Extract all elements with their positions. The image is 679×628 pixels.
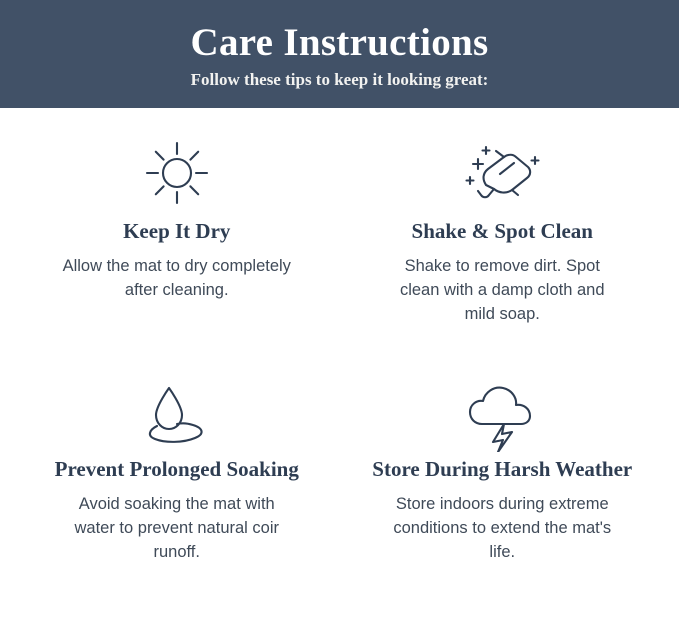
hand-wiping-sparkle-icon — [456, 130, 548, 216]
tip-body: Shake to remove dirt. Spot clean with a damp cloth and mild soap. — [399, 257, 605, 323]
tip-body: Allow the mat to dry completely after cleaning. — [62, 257, 291, 299]
tip-body: Avoid soaking the mat with water to prevent natural coir runoff. — [74, 495, 280, 561]
tip-card-store-during-harsh-weather — [340, 374, 666, 622]
tip-card-shake-and-spot-clean — [340, 126, 666, 374]
water-droplet-puddle-icon — [131, 378, 223, 454]
sun-icon — [137, 130, 217, 216]
page-subtitle: Follow these tips to keep it looking great: — [190, 70, 489, 89]
tip-title: Shake & Spot Clean — [411, 219, 593, 243]
tip-card-prevent-prolonged-soaking — [14, 374, 340, 622]
tip-body: Store indoors during extreme conditions to extend the mat's life. — [393, 495, 612, 561]
tip-title: Prevent Prolonged Soaking — [54, 457, 299, 481]
page-title: Care Instructions — [190, 21, 489, 64]
tip-title: Store During Harsh Weather — [372, 457, 633, 481]
tip-title: Keep It Dry — [123, 219, 231, 243]
tip-card-keep-it-dry — [14, 126, 340, 374]
header-banner — [0, 0, 679, 108]
storm-cloud-lightning-icon — [460, 378, 544, 454]
tips-grid — [0, 108, 679, 628]
